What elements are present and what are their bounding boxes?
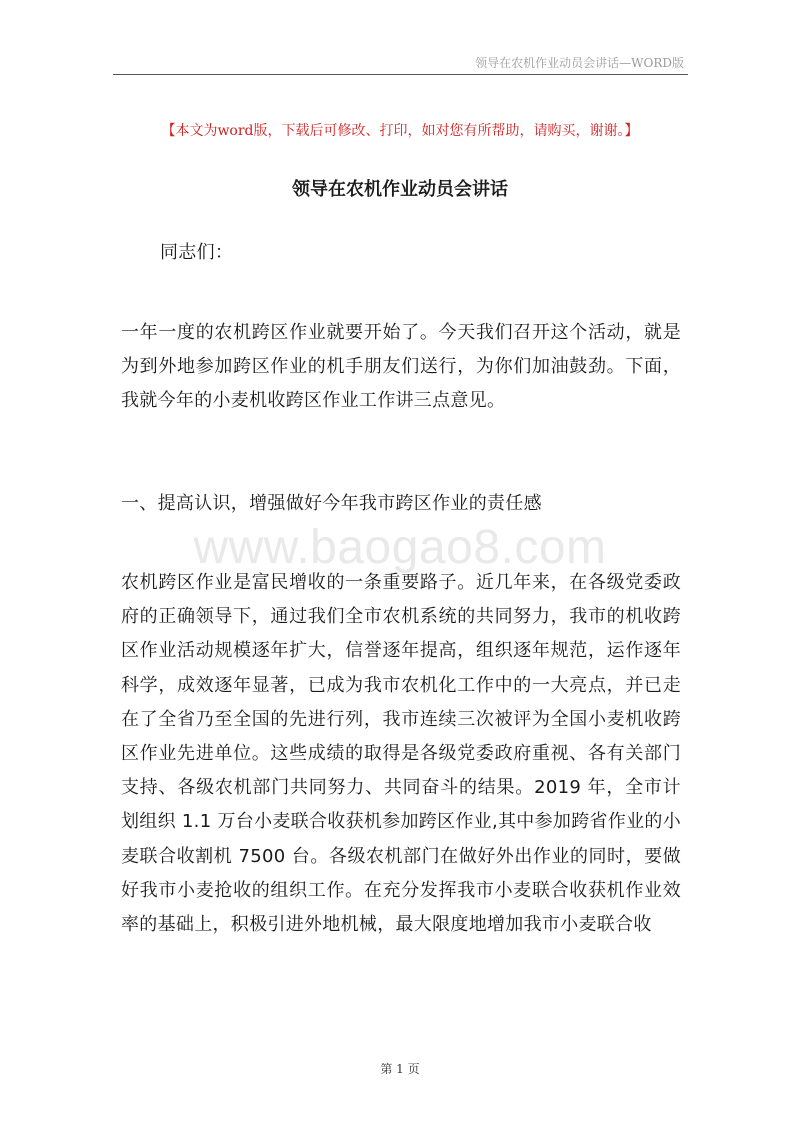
paragraph-intro: 一年一度的农机跨区作业就要开始了。今天我们召开这个活动，就是为到外地参加跨区作业的机手朋友们送行，为你们加油鼓劲。下面，我就今年的小麦机收跨区作业工作讲三点意见。 — [121, 322, 681, 412]
greeting: 同志们： — [160, 242, 234, 263]
running-header: 领导在农机作业动员会讲话—WORD版 — [475, 56, 684, 70]
page-number: 第 1 页 — [380, 1062, 420, 1076]
section-heading-1: 一、提高认识，增强做好今年我市跨区作业的责任感 — [121, 493, 542, 514]
header-divider — [113, 74, 688, 75]
download-notice: 【本文为word版，下载后可修改、打印，如对您有所帮助，请购买，谢谢。】 — [161, 123, 639, 139]
document-title: 领导在农机作业动员会讲话 — [292, 179, 508, 200]
watermark: www.baogao8.com — [193, 521, 607, 574]
paragraph-section-1: 农机跨区作业是富民增收的一条重要路子。近几年来，在各级党委政府的正确领导下，通过我们全市农机系统的共同努力，我市的机收跨区作业活动规模逐年扩大，信誉逐年提高，组织逐年规范，运作逐年科学，成效逐年显著，已成为我市农机化工作中的一大亮点，并已走在了全省乃至全国的先进行列，我市连续三次被评为全国小麦机收跨区作业先进单位。这些成绩的取得是各级党委政府重视、各有关部门支持、各级农机部门共同努力、共同奋斗的结果。2019 年，全市计划组织 1.1 万台小麦联合收获机参加跨区作业,其中参加跨省作业的小麦联合收割机 7500 台。各级农机部门在做好外出作业的同时，要做好我市小麦抢收的组织工作。在充分发挥我市小麦联合收获机作业效率的基础上，积极引进外地机械，最大限度地增加我市小麦联合收 — [121, 572, 681, 936]
